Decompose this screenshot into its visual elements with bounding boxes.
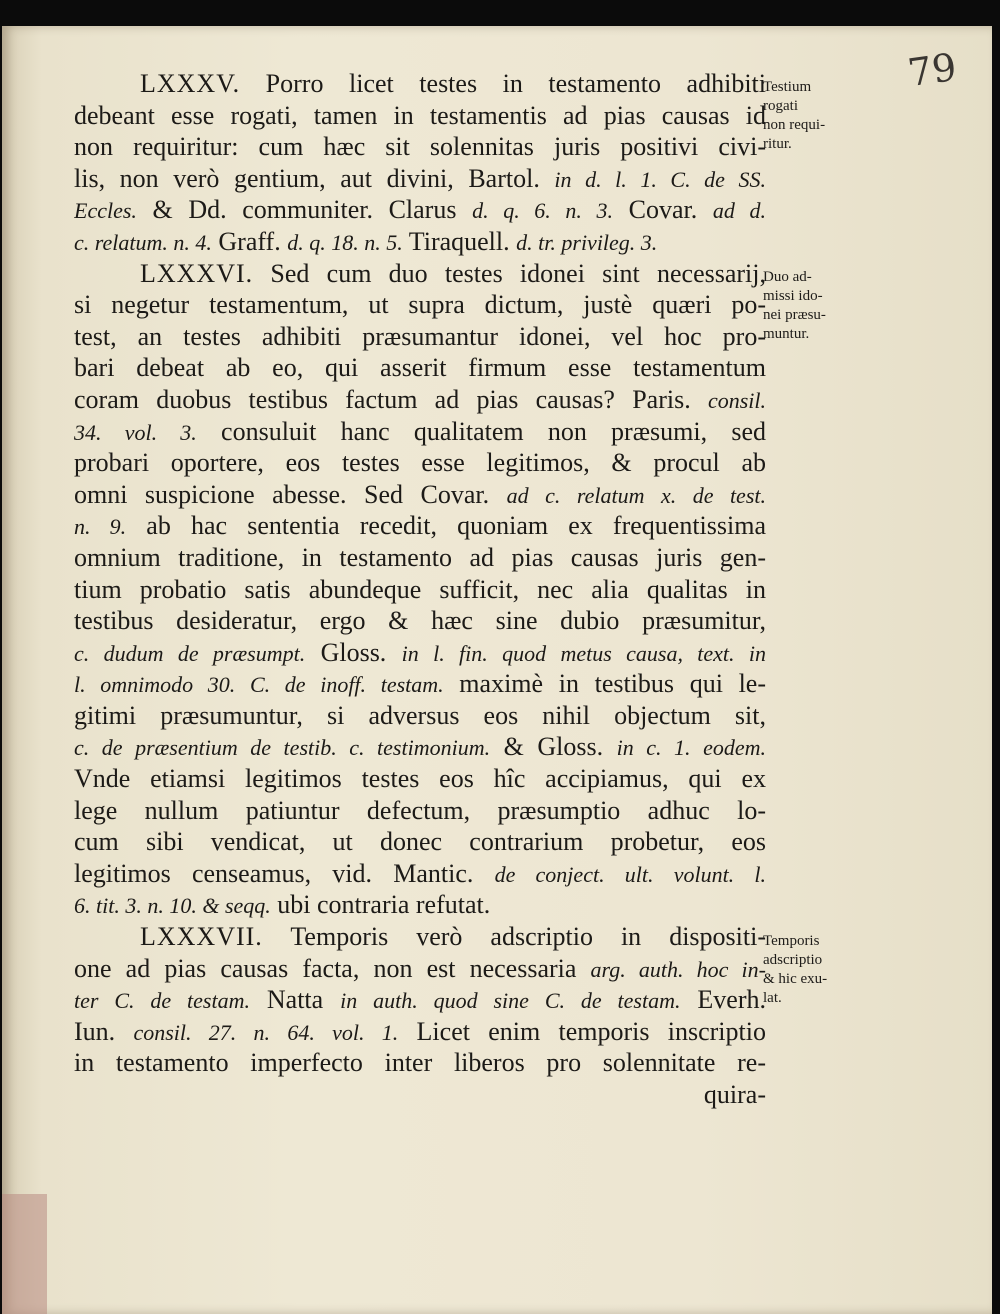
text-line: Iun. consil. 27. n. 64. vol. 1. Licet enim temporis inscriptio <box>74 1016 766 1046</box>
text-line: 6. tit. 3. n. 10. & seqq. ubi contraria refutat. <box>74 890 491 920</box>
text-line: quira- <box>703 1080 766 1109</box>
text-line: LXXXVI. Sed cum duo testes idonei sint necessarij, <box>140 258 766 288</box>
text-line: non requiritur: cum hæc sit solennitas juris positivi civi- <box>74 132 766 162</box>
text-line: gitimi præsumuntur, si adversus eos nihil objectum sit, <box>74 700 766 730</box>
text-line: 34. vol. 3. consuluit hanc qualitatem non præsumi, sed <box>74 416 766 446</box>
text-line: debeant esse rogati, tamen in testamentis ad pias causas id <box>74 100 766 130</box>
text-line: tium probatio satis abundeque sufficit, nec alia qualitas in <box>74 574 766 604</box>
text-line: cum sibi vendicat, ut donec contrarium probetur, eos <box>74 827 766 857</box>
text-line: LXXXVII. Temporis verò adscriptio in dispositi- <box>140 922 766 952</box>
text-line: probari oportere, eos testes esse legitimos, & procul ab <box>74 448 766 478</box>
body-text <box>74 68 766 1111</box>
text-line: c. dudum de præsumpt. Gloss. in l. fin. quod metus causa, text. in <box>74 637 766 667</box>
text-line: n. 9. ab hac sententia recedit, quoniam ex frequentissima <box>74 511 766 541</box>
text-line: bari debeat ab eo, qui asserit firmum esse testamentum <box>74 353 766 383</box>
text-line: l. omnimodo 30. C. de inoff. testam. maximè in testibus qui le- <box>74 669 766 699</box>
margin-note: Temporis adscriptio & hic exu- lat. <box>763 933 828 1006</box>
text-line: lis, non verò gentium, aut divini, Bartol. in d. l. 1. C. de SS. <box>74 163 766 193</box>
margin-note: Duo ad- missi ido- nei præsu- muntur. <box>763 269 826 342</box>
text-line: one ad pias causas facta, non est necessaria arg. auth. hoc in- <box>74 953 766 983</box>
text-line: omnium traditione, in testamento ad pias causas juris gen- <box>74 542 766 572</box>
text-line: LXXXV. Porro licet testes in testamento adhibiti <box>140 69 766 98</box>
text-line: c. de præsentium de testib. c. testimonium. & Gloss. in c. 1. eodem. <box>74 732 766 762</box>
folio-number: 79 <box>905 44 960 96</box>
text-line: legitimos censeamus, vid. Mantic. de conject. ult. volunt. l. <box>74 858 766 888</box>
text-line: lege nullum patiuntur defectum, præsumptio adhuc lo- <box>74 795 766 825</box>
text-line: coram duobus testibus factum ad pias causas? Paris. consil. <box>74 384 766 414</box>
text-line: Vnde etiamsi legitimos testes eos hîc accipiamus, qui ex <box>74 764 766 794</box>
text-line: c. relatum. n. 4. Graff. d. q. 18. n. 5. Tiraquell. d. tr. privileg. 3. <box>74 226 658 256</box>
page-stain <box>2 1194 47 1314</box>
margin-note: Testium rogati non requi- ritur. <box>763 79 826 152</box>
text-line: omni suspicione abesse. Sed Covar. ad c. relatum x. de test. <box>74 479 766 509</box>
text-line: testibus desideratur, ergo & hæc sine dubio præsumitur, <box>74 606 766 636</box>
text-line: si negetur testamentum, ut supra dictum, justè quæri po- <box>74 290 766 320</box>
text-line: Eccles. & Dd. communiter. Clarus d. q. 6. n. 3. Covar. ad d. <box>74 195 766 225</box>
text-line: ter C. de testam. Natta in auth. quod sine C. de testam. Everh. <box>74 985 766 1015</box>
text-line: test, an testes adhibiti præsumantur idonei, vel hoc pro- <box>74 321 766 351</box>
text-line: in testamento imperfecto inter liberos pro solennitate re- <box>74 1048 766 1078</box>
